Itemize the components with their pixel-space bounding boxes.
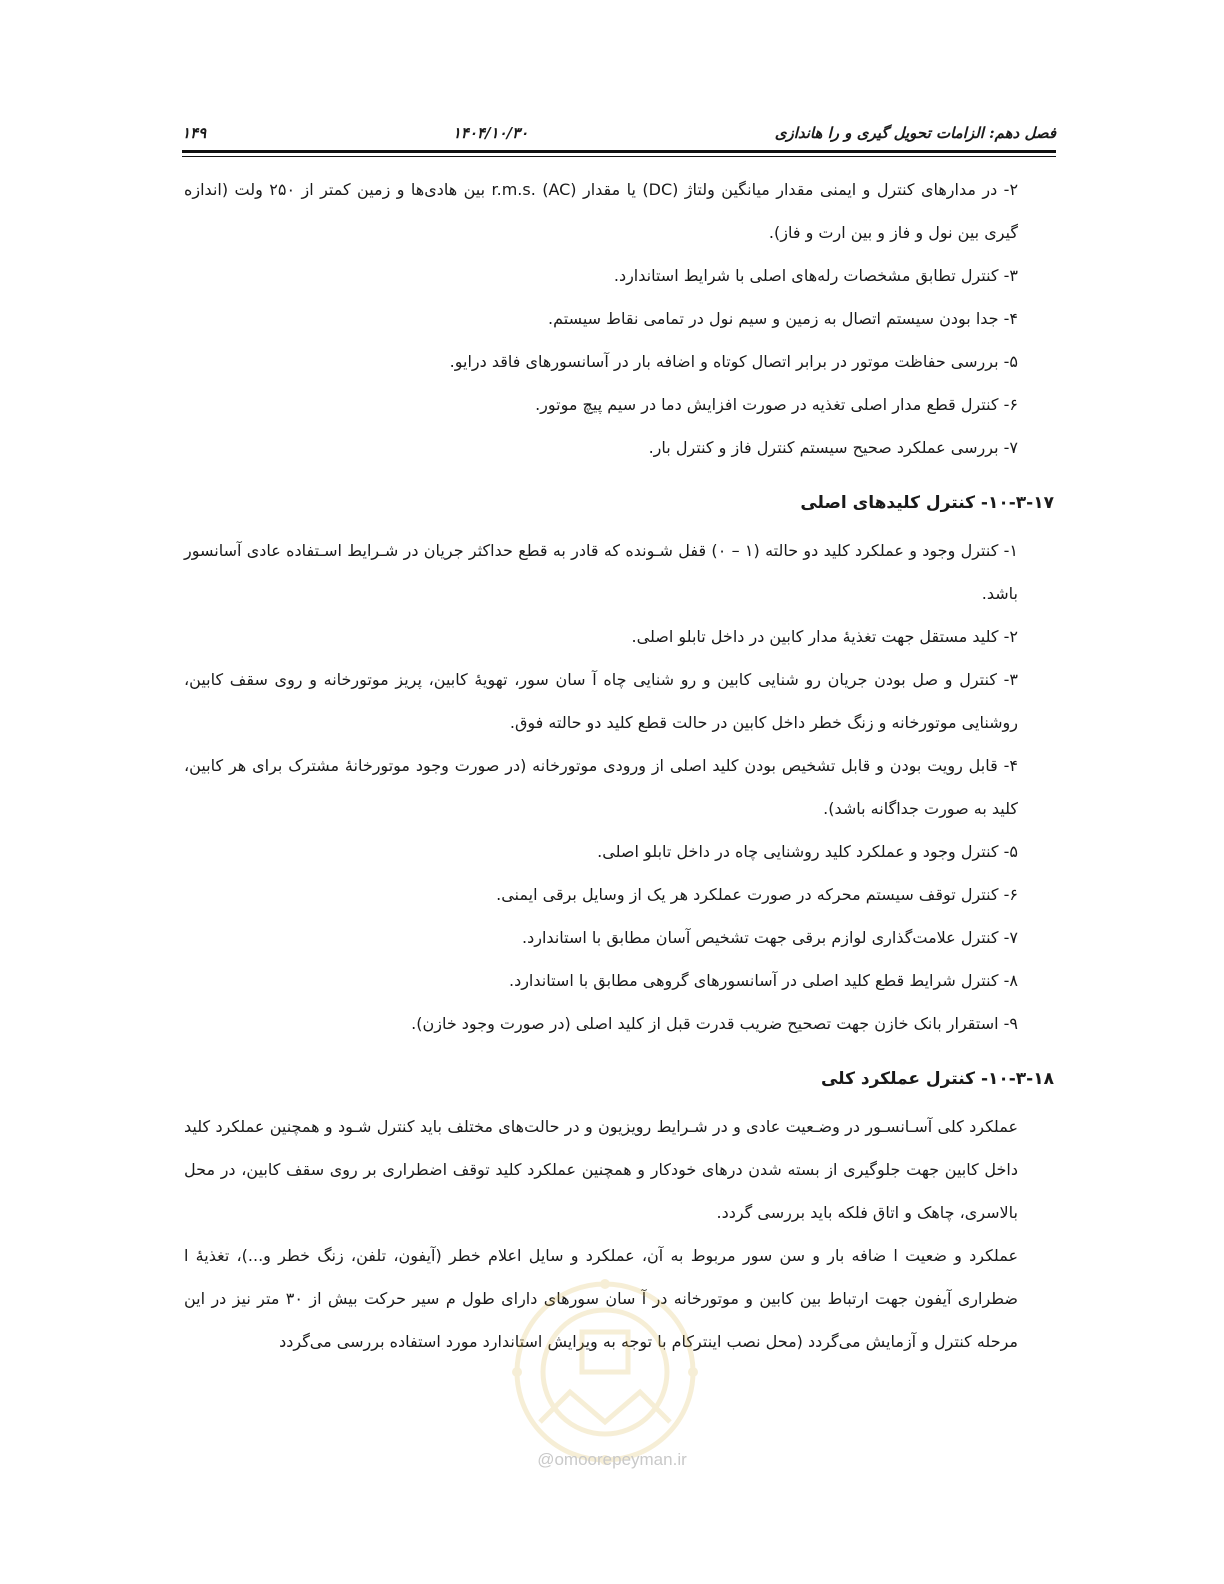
list-item: ۷- بررسی عملکرد صحیح سیستم کنترل فاز و کنترل بار. — [648, 438, 1018, 457]
list-item: ۶- کنترل قطع مدار اصلی تغذیه در صورت افزایش دما در سیم پیچ موتور. — [535, 395, 1018, 414]
list-item: ۲- کلید مستقل جهت تغذیهٔ مدار کابین در داخل تابلو اصلی. — [631, 627, 1018, 646]
page-header — [182, 120, 1056, 146]
body-paragraph: عملکرد و ضعیت ا ضافه بار و سن سور مربوط به آن، عملکرد و سایل اعلام خطر (آیفون، تلفن، زنگ خطر و...)، تغذیهٔ ا ضطراری آیفون جهت ارتباط بین کابین و موتورخانه در آ سان سورهای دارای طول م سیر حرکت بیش از ۳۰ متر نیز در این مرحله کنترل و آزمایش می‌گردد (محل نصب اینترکام با توجه به ویرایش استاندارد مورد استفاده بررسی می‌گردد — [184, 1246, 1019, 1351]
list-item: ۹- استقرار بانک خازن جهت تصحیح ضریب قدرت قبل از کلید اصلی (در صورت وجود خازن). — [411, 1014, 1018, 1033]
chapter-title: فصل دهم: الزامات تحویل گیری و را هاندازی — [774, 124, 1056, 142]
list-item: ۷- کنترل علامت‌گذاری لوازم برقی جهت تشخیص آسان مطابق با استاندارد. — [522, 928, 1018, 947]
section-heading-main-switches: ۱۰-۳-۱۷- کنترل کلیدهای اصلی — [800, 493, 1054, 513]
list-item: ۵- بررسی حفاظت موتور در برابر اتصال کوتاه و اضافه بار در آسانسورهای فاقد درایو. — [449, 352, 1018, 371]
list-item: ۳- کنترل تطابق مشخصات رله‌های اصلی با شرایط استاندارد. — [613, 266, 1018, 285]
page-content — [184, 168, 1054, 1363]
watermark-site: @omoorepeyman.ir — [537, 1450, 687, 1469]
section-heading-overall-operation: ۱۰-۳-۱۸- کنترل عملکرد کلی — [820, 1069, 1054, 1089]
list-item: ۳- کنترل و صل بودن جریان رو شنایی کابین و رو شنایی چاه آ سان سور، تهویهٔ کابین، پریز موتورخانه و روی سقف کابین، روشنایی موتورخانه و زنگ خطر داخل کابین در حالت قطع کلید دو حالته فوق. — [184, 670, 1018, 732]
list-item: ۲- در مدارهای کنترل و ایمنی مقدار میانگین ولتاژ (DC) یا مقدار r.m.s. (AC) بین هادی‌ها و زمین کمتر از ۲۵۰ ولت (اندازه گیری بین نول و فاز و بین ارت و فاز). — [184, 180, 1019, 242]
list-item: ۴- قابل رویت بودن و قابل تشخیص بودن کلید اصلی از ورودی موتورخانه (در صورت وجود موتورخانهٔ مشترک برای هر کابین، کلید به صورت جداگانه باشد). — [184, 756, 1018, 818]
overall-operation-body — [184, 1105, 1054, 1363]
list-item: ۸- کنترل شرایط قطع کلید اصلی در آسانسورهای گروهی مطابق با استاندارد. — [508, 971, 1018, 990]
header-rule-thick — [182, 150, 1056, 153]
list-item: ۶- کنترل توقف سیستم محرکه در صورت عملکرد هر یک از وسایل برقی ایمنی. — [496, 885, 1018, 904]
top-list — [184, 168, 1054, 469]
main-switches-list — [184, 529, 1054, 1045]
page-number: ۱۴۹ — [182, 124, 207, 142]
header-date: ۱۴۰۴/۱۰/۳۰ — [452, 124, 529, 142]
list-item: ۱- کنترل وجود و عملکرد کلید دو حالته (۱ – ۰) قفل شـونده که قادر به قطع حداکثر جریان در شـرایط اسـتفاده عادی آسانسور باشد. — [184, 541, 1019, 603]
list-item: ۵- کنترل وجود و عملکرد کلید روشنایی چاه در داخل تابلو اصلی. — [597, 842, 1018, 861]
header-rule-thin — [182, 156, 1056, 157]
body-paragraph: عملکرد کلی آسـانسـور در وضـعیت عادی و در شـرایط رویزیون و در حالت‌های مختلف باید کنترل شـود و همچنین عملکرد کلید داخل کابین جهت جلوگیری از بسته شدن درهای خودکار و همچنین عملکرد کلید توقف اضطراری بر روی سقف کابین، در محل بالاسری، چاهک و اتاق فلکه باید بررسی گردد. — [184, 1117, 1018, 1222]
list-item: ۴- جدا بودن سیستم اتصال به زمین و سیم نول در تمامی نقاط سیستم. — [548, 309, 1018, 328]
